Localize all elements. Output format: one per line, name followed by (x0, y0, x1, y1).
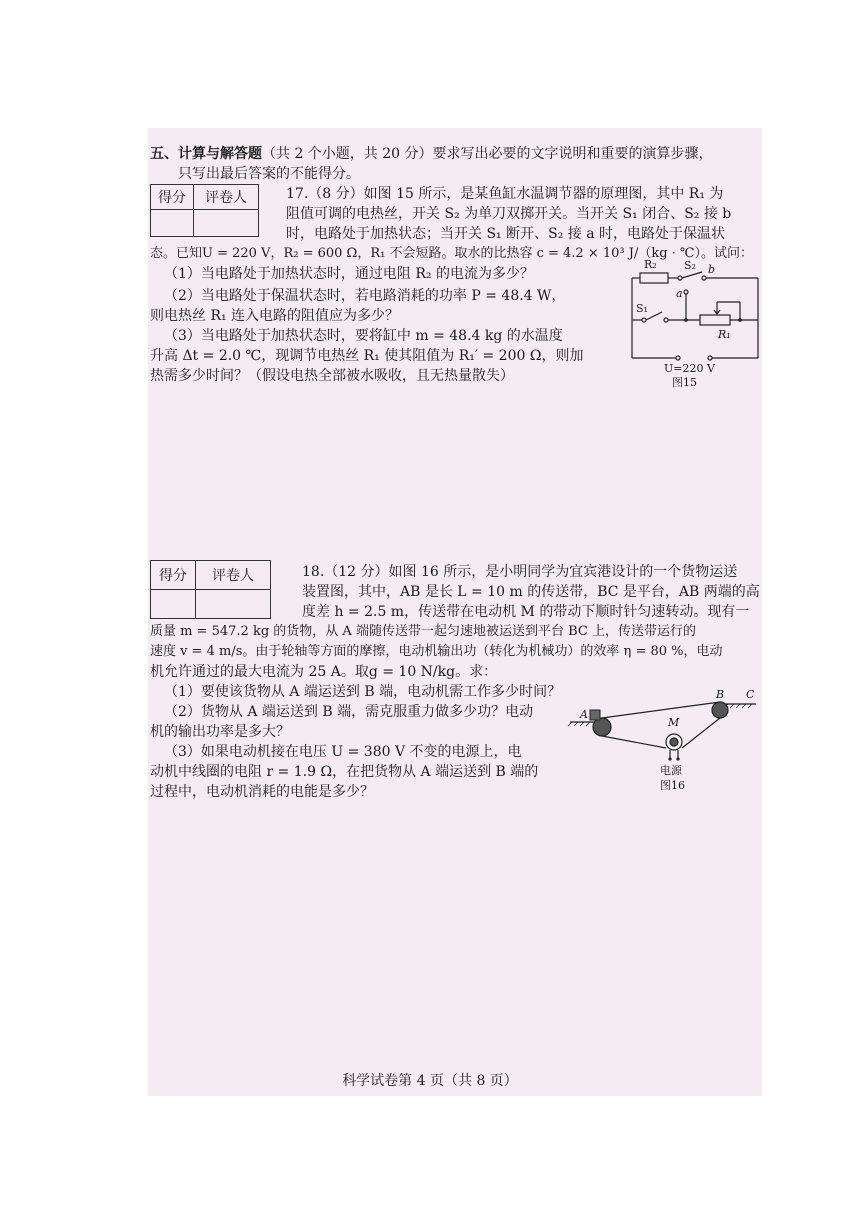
q18-line: 速度 v = 4 m/s。由于轮轴等方面的摩擦，电动机输出功（转化为机械功）的效率 η = 80 %，电动 (150, 644, 723, 659)
label-s1: S₁ (636, 302, 648, 315)
q17-sub3-cont: 升高 Δt = 2.0 ℃，现调节电热丝 R₁ 使其阻值为 R₁′ = 200 Ω，则加 (150, 348, 584, 364)
q18-sub3-cont2: 过程中，电动机消耗的电能是多少？ (150, 784, 374, 800)
label-b: B (716, 688, 725, 701)
label-voltage: U=220 V (664, 362, 715, 375)
q18-line: 质量 m = 547.2 kg 的货物，从 A 端随传送带一起匀速地被运送到平台 BC 上，传送带运行的 (150, 624, 696, 639)
section-header (150, 144, 713, 164)
q18-sub1: （1）要使该货物从 A 端运送到 B 端，电动机需工作多少时间？ (164, 684, 562, 700)
figure-16-caption: 图16 (660, 779, 685, 792)
q17-line: 时，电路处于加热状态；当开关 S₁ 断开、S₂ 接 a 时，电路处于保温状 (286, 226, 726, 242)
q17-sub3-cont2: 热需多少时间？（假设电热全部被水吸收，且无热量散失） (150, 368, 514, 384)
q17-sub3: （3）当电路处于加热状态时，要将缸中 m = 48.4 kg 的水温度 (164, 328, 563, 344)
q17-line: 阻值可调的电热丝，开关 S₂ 为单刀双掷开关。当开关 S₁ 闭合、S₂ 接 b (286, 206, 732, 222)
q18-line: 18.（12 分）如图 16 所示，是小明同学为宜宾港设计的一个货物运送 (302, 564, 738, 580)
score-label: 得分 (151, 185, 194, 210)
label-m: M (668, 716, 680, 729)
section-title: 五、计算与解答题 (150, 146, 262, 162)
score-box-18 (150, 560, 271, 619)
page-footer: 科学试卷第 4 页（共 8 页） (342, 1073, 518, 1089)
q18-sub3: （3）如果电动机接在电压 U = 380 V 不变的电源上，电 (164, 744, 522, 760)
section-intro: （共 2 个小题，共 20 分）要求写出必要的文字说明和重要的演算步骤， (262, 146, 713, 162)
terminal-b (702, 276, 706, 280)
q18-sub3-cont: 动机中线圈的电阻 r = 1.9 Ω，在把货物从 A 端运送到 B 端的 (150, 764, 539, 780)
label-a: a (676, 287, 683, 300)
q17-sub2-cont: 则电热丝 R₁ 连入电路的阻值应为多少？ (150, 308, 400, 324)
q17-sub1: （1）当电路处于加热状态时，通过电阻 R₂ 的电流为多少？ (164, 266, 534, 282)
label-power: 电源 (660, 764, 682, 777)
label-a: A (580, 708, 588, 721)
pulley-b (712, 702, 728, 718)
grader-label: 评卷人 (194, 185, 259, 210)
q18-line: 装置图，其中，AB 是长 L = 10 m 的传送带，BC 是平台，AB 两端的高 (302, 584, 760, 600)
score-box-17 (150, 184, 259, 237)
label-c: C (746, 688, 755, 701)
score-cell[interactable] (151, 210, 194, 237)
grader-cell[interactable] (194, 210, 259, 237)
figure-15-caption: 图15 (672, 376, 697, 389)
q18-sub2-cont: 机的输出功率是多大？ (150, 724, 290, 740)
q18-line: 机允许通过的最大电流为 25 A。取g = 10 N/kg。求： (150, 664, 498, 680)
section-intro-line2: 只写出最后答案的不能得分。 (178, 166, 360, 182)
label-b: b (708, 263, 716, 276)
score-label: 得分 (151, 561, 196, 590)
label-s2: S₂ (684, 259, 696, 272)
r1-resistor (700, 315, 730, 325)
grader-cell[interactable] (196, 590, 271, 619)
q17-sub2: （2）当电路处于保温状态时，若电路消耗的功率 P = 48.4 W， (164, 288, 566, 304)
terminal-a (684, 290, 688, 294)
r2-resistor (640, 273, 668, 283)
grader-label: 评卷人 (196, 561, 271, 590)
pulley-a (593, 718, 611, 736)
q17-line: 态。已知U = 220 V，R₂ = 600 Ω，R₁ 不会短路。取水的比热容 c = 4.2 × 10³ J/（kg · ℃）。试问： (150, 246, 753, 261)
score-cell[interactable] (151, 590, 196, 619)
label-r1: R₁ (718, 328, 731, 341)
figure-16-conveyor (566, 686, 762, 796)
q17-line: 17.（8 分）如图 15 所示，是某鱼缸水温调节器的原理图，其中 R₁ 为 (286, 186, 724, 202)
q18-line: 度差 h = 2.5 m，传送带在电动机 M 的带动下顺时针匀速转动。现有一 (302, 604, 750, 620)
q18-sub2: （2）货物从 A 端运送到 B 端，需克服重力做多少功？电动 (164, 704, 534, 720)
label-r2: R₂ (644, 258, 657, 271)
cargo-box (590, 710, 600, 720)
figure-15-circuit (600, 256, 764, 390)
